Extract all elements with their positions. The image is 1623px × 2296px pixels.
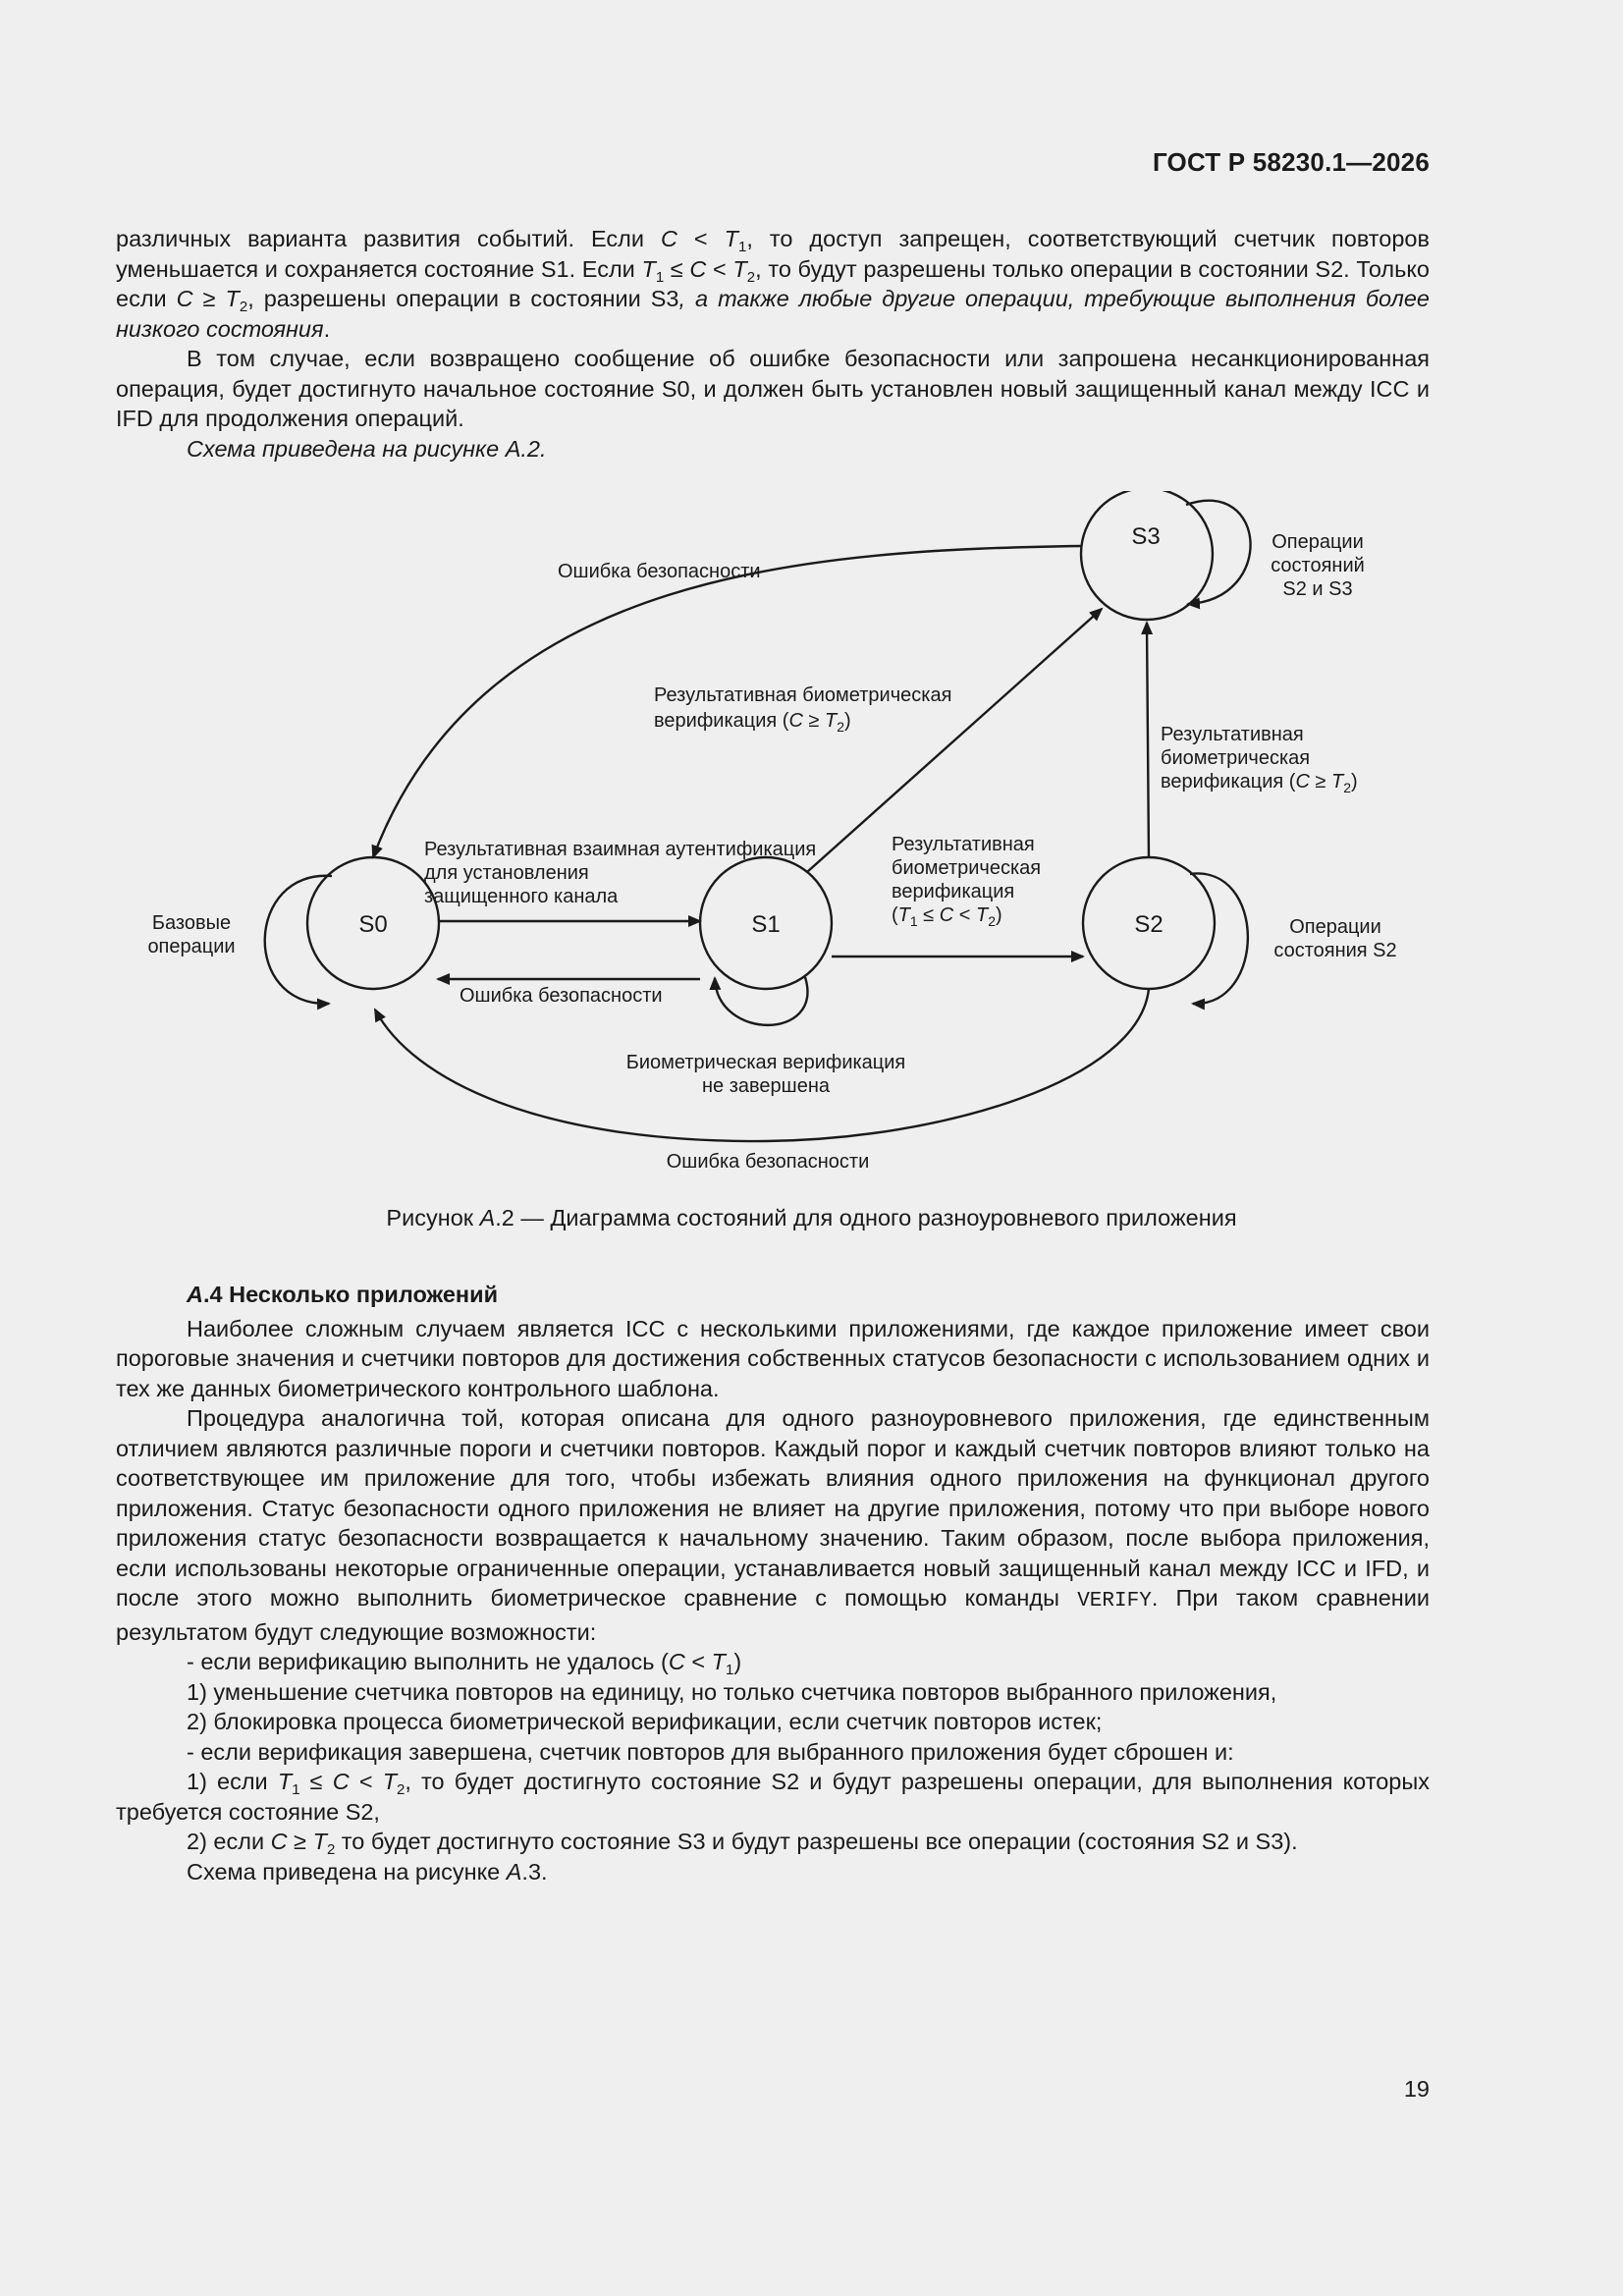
label-bio-s2-s3-line2: биометрическая [1161, 747, 1311, 769]
arrow-s2-to-s3 [1147, 623, 1149, 857]
state-s0-label: S0 [358, 911, 388, 938]
list-item-state-s2: 1) если $T_1 \le C < T_2$, то будет достигнуто состояние S2 и будут разрешены операции, для выполнения которых требуется состояние S2, [116, 1769, 1430, 1825]
label-bio-s2-s3-line3: верификация $(C \ge T_2)$ [1161, 771, 1358, 795]
arrow-s1-to-s3 [807, 609, 1102, 872]
paragraph-multi-app-intro: Наиболее сложным случаем является ICC с несколькими приложениями, где каждое приложение имеет свои пороговые значения и счетчики повторов для достижения собственных статусов безопасности с использованием одних и тех же данных биометрического контрольного шаблона. [116, 1315, 1430, 1401]
section-a4-heading: А.4 Несколько приложений [187, 1282, 499, 1307]
label-ops-s2-line1: Операции [1289, 916, 1381, 938]
label-bio-s1-s2-line1: Результативная [892, 834, 1035, 855]
page-header-standard-code: ГОСТ Р 58230.1—2026 [1152, 147, 1430, 177]
label-bio-incomplete-line1: Биометрическая верификация [625, 1052, 906, 1073]
label-ops-s2s3-line1: Операции [1271, 531, 1364, 553]
label-bio-s1-s3-line2: верификация $(C \ge T_2)$ [654, 710, 851, 735]
list-item-block-verification: 2) блокировка процесса биометрической верификации, если счетчик повторов истек; [187, 1709, 1103, 1734]
label-mutual-auth-line3: защищенного канала [424, 886, 619, 907]
state-s3-circle [1081, 491, 1213, 620]
label-ops-s2-line2: состояния S2 [1273, 940, 1397, 961]
label-security-error-top: Ошибка безопасности [558, 561, 761, 582]
label-security-error-bottom: Ошибка безопасности [666, 1151, 870, 1173]
label-ops-s2s3-line3: S2 и S3 [1282, 578, 1353, 600]
paragraph-figure-a3-reference: Схема приведена на рисунке А.3. [187, 1858, 548, 1885]
label-basic-ops-line2: операции [147, 936, 236, 957]
list-item-verification-failed: - если верификацию выполнить не удалось $(C < T_1)$ [187, 1649, 742, 1678]
paragraph-figure-reference: Схема приведена на рисунке А.2. [187, 435, 547, 462]
section-a4-block [116, 1280, 1430, 1886]
label-mutual-auth-line1: Результативная взаимная аутентификация [424, 839, 817, 860]
label-bio-s1-s2-line2: биометрическая [892, 857, 1042, 879]
list-item-state-s3: 2) если $C \ge T_2$ то будет достигнуто состояние S3 и будут разрешены все операции (состояния S2 и S3). [187, 1829, 1298, 1858]
intro-text-block [116, 224, 1430, 464]
list-item-decrement-counter: 1) уменьшение счетчика повторов на единицу, но только счетчика повторов выбранного приложения, [187, 1678, 1277, 1705]
label-mutual-auth-line2: для установления [424, 862, 589, 884]
self-loop-s2 [1190, 874, 1248, 1005]
self-loop-s0 [265, 876, 332, 1004]
label-bio-s2-s3-line1: Результативная [1161, 724, 1304, 745]
label-basic-ops-line1: Базовые [151, 912, 232, 934]
figure-caption: Рисунок А.2 — Диаграмма состояний для одного разноуровневого приложения [386, 1205, 1237, 1230]
self-loop-s3 [1186, 501, 1251, 604]
label-ops-s2s3-line2: состояний [1271, 555, 1365, 576]
verify-command: VERIFY [1077, 1590, 1152, 1613]
self-loop-s1 [715, 977, 807, 1025]
state-diagram [128, 491, 1424, 1198]
state-diagram-figure [128, 491, 1424, 1198]
state-s2-label: S2 [1134, 911, 1163, 938]
paragraph-procedure: Процедура аналогична той, которая описана для одного разноуровневого приложения, где единственным отличием являются различные пороги и счетчики повторов. Каждый порог и каждый счетчик повторов влияют только на соответствующее им приложение для того, чтобы избежать влияния одного приложения на функционал другого приложения. Статус безопасности одного приложения не влияет на другие приложения, потому что при выборе нового приложения статус безопасности возвращается к начальному значению. Таким образом, после выбора приложения, если использованы некоторые ограниченные операции, устанавливается новый защищенный канал между ICC и IFD, и после этого можно выполнить биометрическое сравнение с помощью команды VERIFY. При таком сравнении результатом будут следующие возможности: [116, 1405, 1431, 1645]
paragraph-security-error: В том случае, если возвращено сообщение об ошибке безопасности или запрошена несанкционированная операция, будет достигнуто начальное состояние S0, и должен быть установлен новый защищенный канал между ICC и IFD для продолжения операций. [116, 346, 1430, 431]
state-s1-label: S1 [751, 911, 781, 938]
paragraph-conditions: различных варианта развития событий. Если $C < T_1$, то доступ запрещен, соответствующий счетчик повторов уменьшается и сохраняется состояние S1. Если $T_1 \le C < T_2$, то будут разрешены только операции в состоянии S2. Только если $C \ge T_2$, разрешены операции в состоянии S3, а также любые другие операции, требующие выполнения более низкого состояния. [116, 226, 1430, 342]
label-bio-s1-s2-line4: $(T_1 \le C < T_2)$ [892, 904, 1002, 929]
page-number: 19 [1403, 2076, 1430, 2102]
label-bio-s1-s3-line1: Результативная биометрическая [654, 684, 952, 706]
label-security-error-mid: Ошибка безопасности [460, 985, 663, 1007]
label-bio-incomplete-line2: не завершена [702, 1075, 830, 1097]
label-bio-s1-s2-line3: верификация [892, 881, 1015, 902]
list-item-verification-complete: - если верификация завершена, счетчик повторов для выбранного приложения будет сброшен и: [187, 1738, 1234, 1765]
state-s3-label: S3 [1131, 523, 1161, 550]
